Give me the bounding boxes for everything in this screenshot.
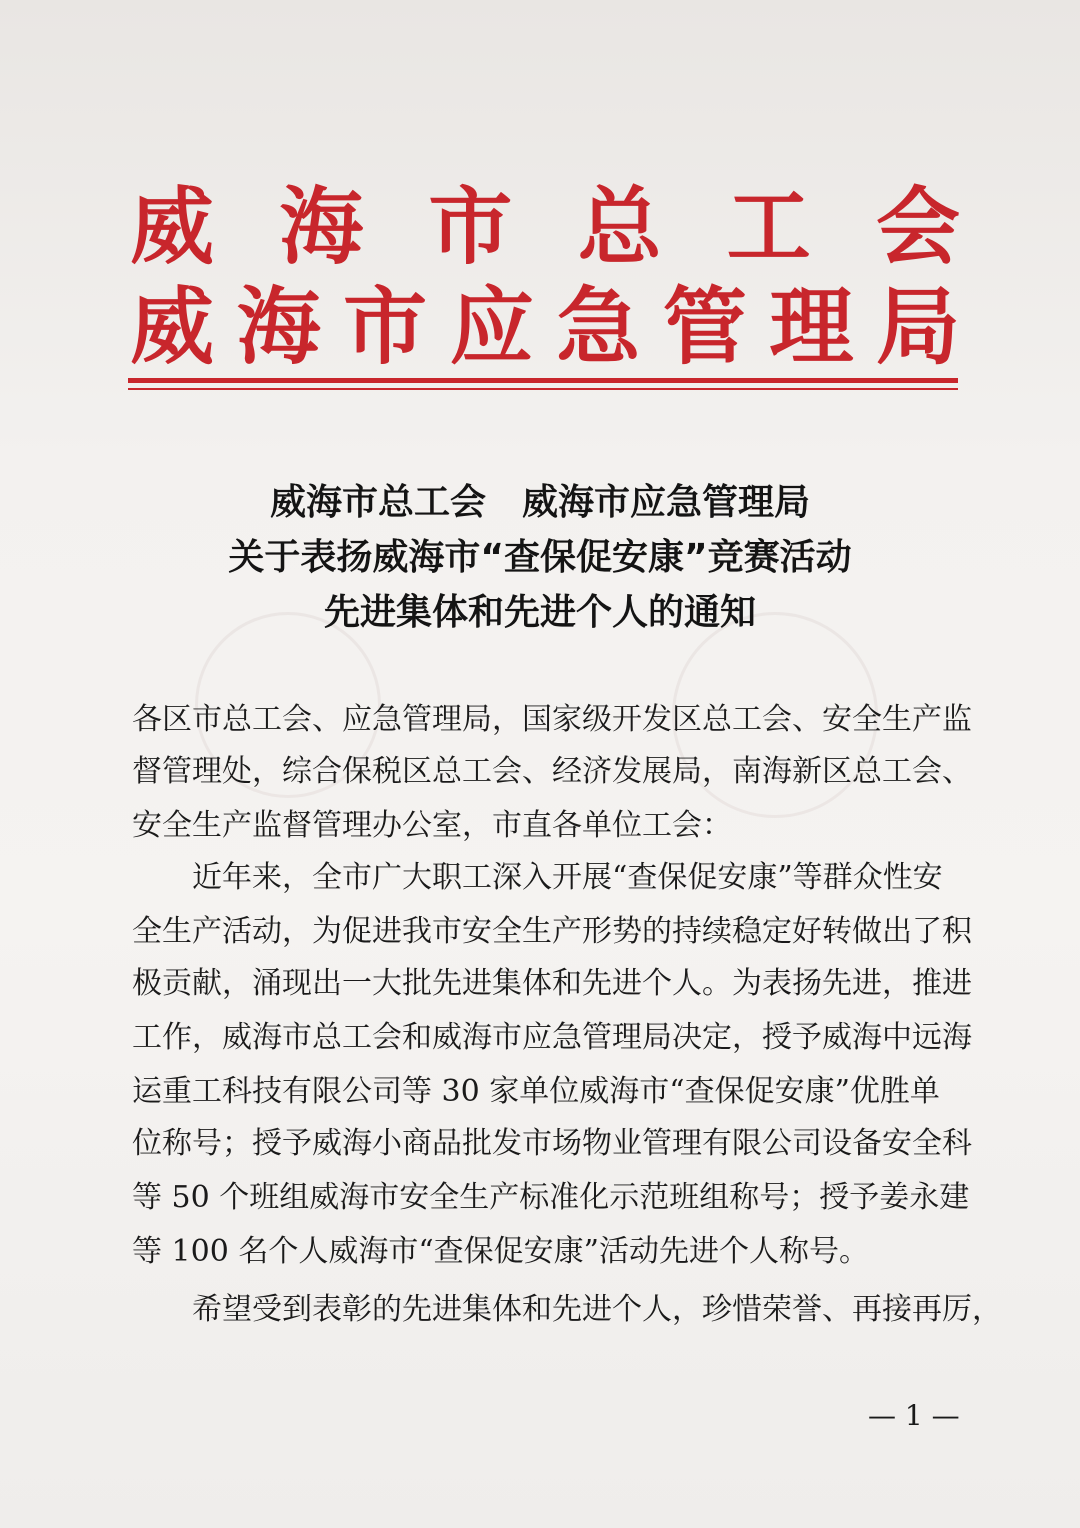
page-number: — 1 — — [868, 1399, 960, 1432]
red-header-rule-thin — [128, 388, 958, 390]
header-char: 威 — [130, 277, 215, 376]
header-char: 理 — [769, 277, 854, 376]
paragraph-line-8: 等 100 名个人威海市“查保促安康”活动先进个人称号。 — [132, 1234, 870, 1269]
header-char: 市 — [343, 277, 428, 376]
header-char: 海 — [279, 177, 364, 276]
paragraph2-line-1: 希望受到表彰的先进集体和先进个人，珍惜荣誉、再接再厉， — [192, 1292, 1002, 1327]
header-char: 市 — [428, 177, 513, 276]
document-title-line-3: 先进集体和先进个人的通知 — [323, 592, 756, 633]
header-char: 工 — [726, 177, 811, 276]
header-char: 管 — [662, 277, 747, 376]
recipient-line-1: 各区市总工会、应急管理局，国家级开发区总工会、安全生产监 — [132, 702, 972, 737]
paragraph-line-4: 工作，威海市总工会和威海市应急管理局决定，授予威海中远海 — [132, 1020, 972, 1055]
header-char: 应 — [449, 277, 534, 376]
header-char: 会 — [875, 177, 960, 276]
paragraph-line-5: 运重工科技有限公司等 30 家单位威海市“查保促安康”优胜单 — [132, 1074, 940, 1109]
header-char: 局 — [875, 277, 960, 376]
paragraph-line-1: 近年来，全市广大职工深入开展“查保促安康”等群众性安 — [192, 860, 943, 895]
red-header-rule-thick — [128, 378, 958, 383]
document-title-line-1: 威海市总工会 威海市应急管理局 — [269, 482, 810, 523]
header-char: 急 — [556, 277, 641, 376]
recipient-line-2: 督管理处，综合保税区总工会、经济发展局，南海新区总工会、 — [132, 754, 972, 789]
recipient-line-3: 安全生产监督管理办公室，市直各单位工会： — [132, 808, 732, 843]
paragraph-line-7: 等 50 个班组威海市安全生产标准化示范班组称号；授予姜永建 — [132, 1180, 970, 1215]
red-header-org2 — [130, 277, 960, 376]
header-char: 总 — [577, 177, 662, 276]
paragraph-line-2: 全生产活动，为促进我市安全生产形势的持续稳定好转做出了积 — [132, 914, 972, 949]
document-title-line-2: 关于表扬威海市“查保促安康”竞赛活动 — [228, 537, 852, 578]
header-char: 威 — [130, 177, 215, 276]
red-header-org1 — [130, 177, 960, 276]
header-char: 海 — [236, 277, 321, 376]
paragraph-line-6: 位称号；授予威海小商品批发市场物业管理有限公司设备安全科 — [132, 1126, 972, 1161]
paragraph-line-3: 极贡献，涌现出一大批先进集体和先进个人。为表扬先进，推进 — [132, 966, 972, 1001]
